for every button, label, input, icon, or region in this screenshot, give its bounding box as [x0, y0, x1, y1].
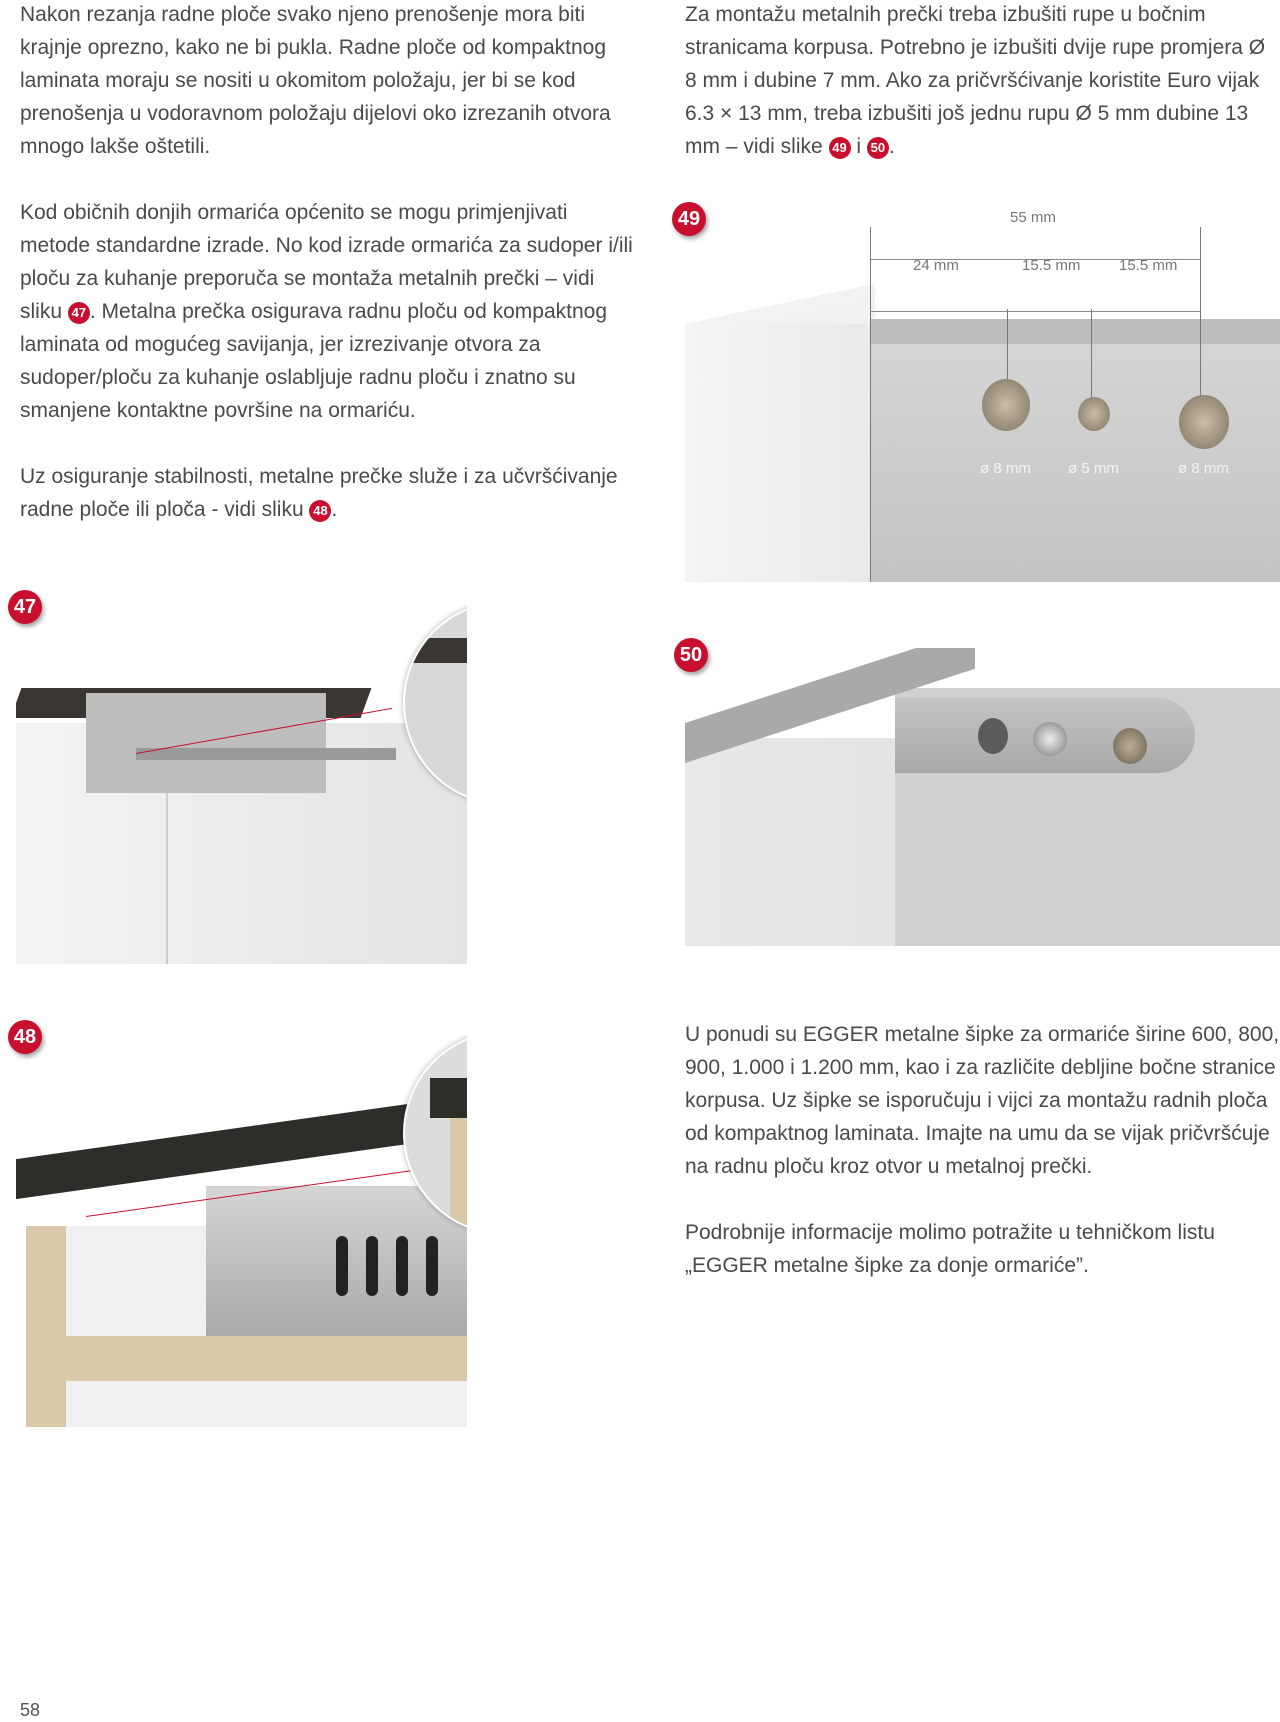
hole-5mm — [1078, 397, 1110, 431]
figure-48-hob-cabinet — [16, 1026, 467, 1427]
dim-24: 24 mm — [913, 257, 959, 274]
dim-total: 55 mm — [1010, 209, 1056, 226]
label-hole-3: ø 8 mm — [1178, 460, 1229, 477]
metal-rail — [136, 748, 396, 760]
label-hole-1: ø 8 mm — [980, 460, 1031, 477]
figure-badge-50: 50 — [674, 638, 708, 672]
figure-49-drill-holes — [685, 209, 1280, 582]
hole-8mm — [1179, 395, 1229, 449]
text: Za montažu metalnih prečki treba izbušiti rupe u bočnim stranicama korpusa. Potrebno je izbušiti dvije rupe promjera Ø 8 mm i dubine 7 mm. Ako za pričvršćivanje koristite Euro vijak 6.3 × 13 mm, treba izbušiti još jednu rupu Ø 5 mm dubine 13 mm – vidi slike — [685, 3, 1266, 158]
right-column-top — [685, 0, 1280, 196]
text: Uz osiguranje stabilnosti, metalne prečke služe i za učvršćivanje radne ploče ili ploča - vidi sliku — [20, 465, 618, 521]
figure-ref-50[interactable]: 50 — [867, 137, 889, 159]
paragraph-more-info: Podrobnije informacije molimo potražite u tehničkom listu „EGGER metalne šipke za donje ormariće”. — [685, 1221, 1215, 1277]
text: . Metalna prečka osigurava radnu ploču od kompaktnog laminata od mogućeg savijanja, jer izrezivanje otvora za sudoper/ploču za kuhanje oslabljuje radnu ploču i znatno su smanjene kontaktne površine na ormariću. — [20, 300, 608, 422]
figure-ref-47[interactable]: 47 — [68, 302, 90, 324]
label-hole-2: ø 5 mm — [1068, 460, 1119, 477]
hole-8mm — [982, 379, 1030, 431]
figure-ref-49[interactable]: 49 — [829, 137, 851, 159]
text: . — [331, 498, 338, 521]
paragraph-drilling — [685, 0, 1280, 163]
figure-47-sink-cabinet — [16, 593, 467, 964]
paragraph-stability — [20, 460, 640, 526]
paragraph-transport: Nakon rezanja radne ploče svako njeno prenošenje mora biti krajnje oprezno, kako ne bi pukla. Radne ploče od kompaktnog laminata moraju se nositi u okomitom položaju, jer bi se kod prenošenja u vodoravnom položaju dijelovi oko izrezanih otvora mnogo lakše oštetili. — [20, 3, 611, 158]
text: . — [888, 135, 895, 158]
page-number: 58 — [20, 1700, 41, 1720]
figure-badge-47: 47 — [8, 590, 42, 624]
figure-badge-48: 48 — [8, 1020, 42, 1054]
figure-badge-49: 49 — [672, 202, 706, 236]
dim-15-5: 15.5 mm — [1119, 257, 1178, 274]
right-column-bottom — [685, 1018, 1280, 1315]
left-column — [20, 0, 640, 559]
text: Kod običnih donjih ormarića općenito se mogu primjenjivati metode standardne izrade. No kod izrade ormarića za sudoper i/ili ploču za kuhanje preporuča se montaža metalnih prečki – vidi sliku — [20, 201, 633, 323]
worktop — [16, 1103, 416, 1199]
paragraph-standard-methods — [20, 196, 640, 427]
text: i — [850, 135, 867, 158]
figure-50-metal-rail — [685, 648, 1280, 946]
figure-ref-48[interactable]: 48 — [309, 500, 331, 522]
side-panel — [870, 319, 1280, 582]
dim-15-5: 15.5 mm — [1022, 257, 1081, 274]
paragraph-offer: U ponudi su EGGER metalne šipke za ormariće širine 600, 800, 900, 1.000 i 1.200 mm, kao i za različite debljine bočne stranice korpusa. Uz šipke se isporučuju i vijci za montažu radnih ploča od kompaktnog laminata. Imajte na umu da se vijak pričvršćuje na radnu ploču kroz otvor u metalnoj prečki. — [685, 1023, 1280, 1178]
